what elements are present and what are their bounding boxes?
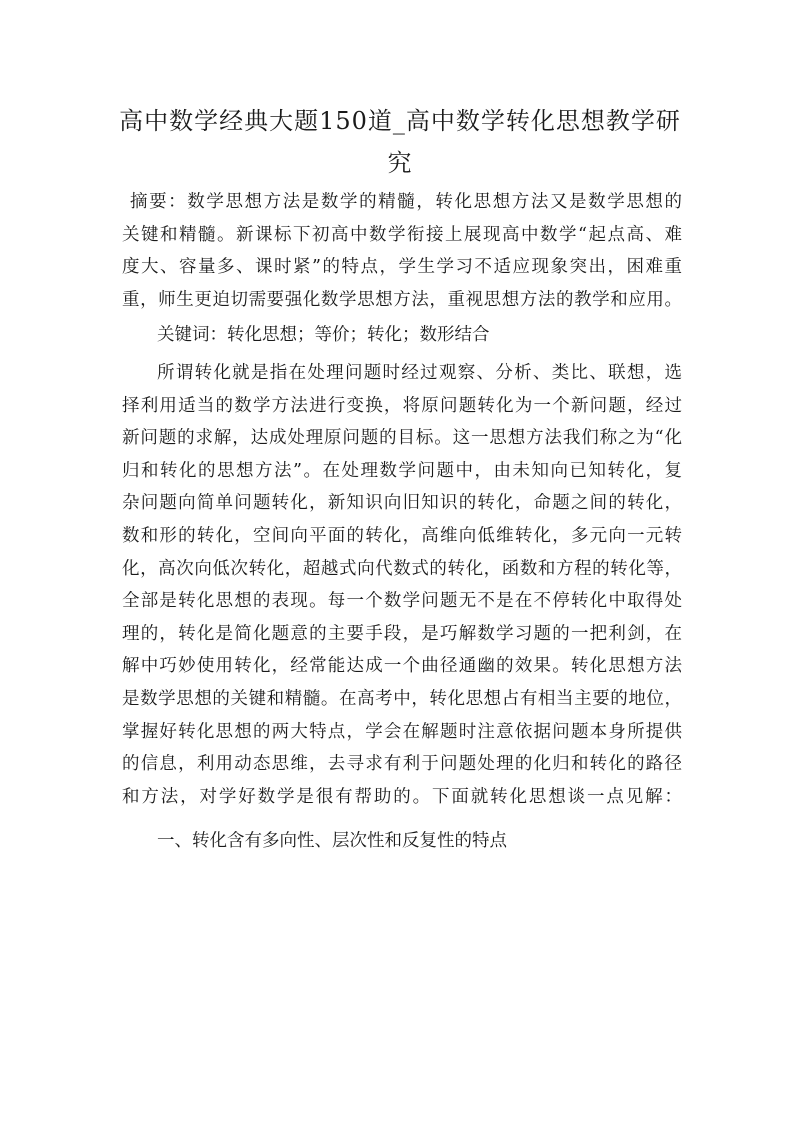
keywords-line: 关键词：转化思想；等价；转化；数形结合 — [157, 325, 490, 346]
paragraph-line: 化，高次向低次转化，超越式向代数式的转化，函数和方程的转化等， — [122, 558, 682, 579]
document-body — [122, 186, 682, 858]
paragraph-line: 全部是转化思想的表现。每一个数学问题无不是在不停转化中取得处 — [122, 591, 682, 612]
abstract-paragraph — [122, 186, 682, 316]
section-heading — [122, 825, 682, 858]
paragraph-line: 理的，转化是简化题意的主要手段，是巧解数学习题的一把利剑，在 — [122, 623, 682, 644]
paragraph-line: 是数学思想的关键和精髓。在高考中，转化思想占有相当主要的地位， — [122, 688, 682, 709]
title-line-1: 高中数学经典大题150道_高中数学转化思想教学研 — [119, 107, 681, 135]
keywords-paragraph — [122, 319, 682, 352]
document-title — [110, 100, 690, 184]
paragraph-line: 解中巧妙使用转化，经常能达成一个曲径通幽的效果。转化思想方法 — [122, 656, 682, 677]
abstract-line: 度大、容量多、课时紧”的特点，学生学习不适应现象突出，困难重 — [122, 257, 682, 278]
paragraph-line: 掌握好转化思想的两大特点，学会在解题时注意依据问题本身所提供 — [122, 721, 682, 742]
paragraph-line: 择利用适当的数学方法进行变换，将原问题转化为一个新问题，经过 — [122, 395, 682, 416]
paragraph-line: 新问题的求解，达成处理原问题的目标。这一思想方法我们称之为“化 — [122, 428, 682, 449]
paragraph-line: 和方法，对学好数学是很有帮助的。下面就转化思想谈一点见解： — [122, 786, 682, 807]
paragraph-line: 数和形的转化，空间向平面的转化，高维向低维转化，多元向一元转 — [122, 525, 682, 546]
abstract-line: 关键和精髓。新课标下初高中数学衔接上展现高中数学“起点高、难 — [122, 224, 682, 245]
abstract-line: 摘要：数学思想方法是数学的精髓，转化思想方法又是数学思想的 — [130, 192, 682, 212]
section-heading-text: 一、转化含有多向性、层次性和反复性的特点 — [157, 831, 507, 852]
abstract-line: 重，师生更迫切需要强化数学思想方法，重视思想方法的教学和应用。 — [122, 289, 682, 310]
paragraph-line: 所谓转化就是指在处理问题时经过观察、分析、类比、联想，选 — [157, 362, 682, 383]
paragraph-line: 归和转化的思想方法”。在处理数学问题中，由未知向已知转化，复 — [122, 460, 682, 481]
title-line-2: 究 — [387, 149, 413, 177]
body-paragraph — [122, 357, 682, 813]
paragraph-line: 杂问题向简单问题转化，新知识向旧知识的转化，命题之间的转化， — [122, 493, 682, 514]
paragraph-line: 的信息，利用动态思维，去寻求有利于问题处理的化归和转化的路径 — [122, 754, 682, 775]
